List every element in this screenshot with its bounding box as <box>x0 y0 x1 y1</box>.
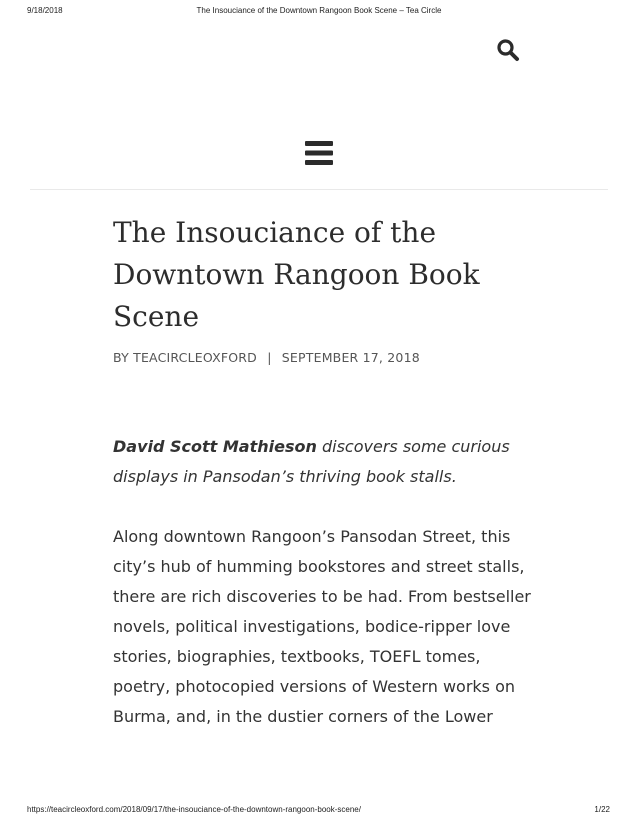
article-meta <box>113 350 533 365</box>
article-title: The Insouciance of the Downtown Rangoon Book Scene <box>113 216 480 333</box>
print-date: 9/18/2018 <box>27 6 63 15</box>
search-icon[interactable] <box>496 38 520 62</box>
meta-separator: | <box>267 350 272 365</box>
hamburger-menu-icon[interactable] <box>305 140 333 166</box>
print-footer <box>0 805 638 817</box>
article-paragraph: Along downtown Rangoon’s Pansodan Street, this city’s hub of humming bookstores and street stalls, there are rich discoveries to be had. From bestseller novels, political investigations, bodice-ripper love stories, biographies, textbooks, TOEFL tomes, poetry, photocopied versions of Western works on Burma, and, in the dustier corners of the Lower <box>113 527 531 726</box>
meta-by: BY <box>113 350 129 365</box>
meta-author-link[interactable]: TEACIRCLEOXFORD <box>133 350 257 365</box>
print-header <box>0 6 638 18</box>
header-divider <box>30 189 608 190</box>
print-page-number: 1/22 <box>594 805 610 814</box>
meta-date-link[interactable]: SEPTEMBER 17, 2018 <box>281 350 420 365</box>
print-page-title: The Insouciance of the Downtown Rangoon Book Scene – Tea Circle <box>196 6 442 15</box>
article-body <box>113 432 533 732</box>
print-url: https://teacircleoxford.com/2018/09/17/the-insouciance-of-the-downtown-rangoon-book-scene/ <box>27 805 361 814</box>
lede-author: David Scott Mathieson <box>113 437 317 456</box>
lede-text: discovers some curious displays in Pansodan’s thriving book stalls. <box>113 437 510 486</box>
article-lede <box>113 432 533 492</box>
